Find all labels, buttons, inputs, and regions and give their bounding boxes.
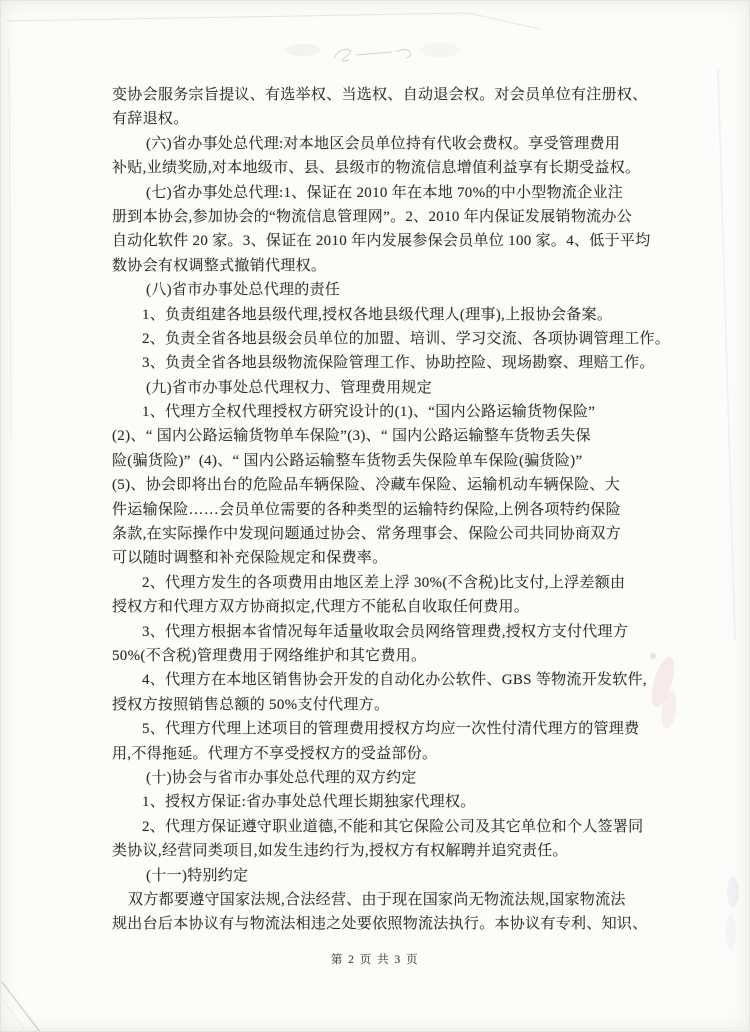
text-line: 5、代理方代理上述项目的管理费用授权方均应一次性付清代理方的管理费	[142, 721, 640, 738]
text-line: 条款,在实际操作中发现问题通过协会、常务理事会、保险公司共同协商双方	[112, 526, 621, 543]
text-line: 2、代理方发生的各项费用由地区差上浮 30%(不含税)比支付,上浮差额由	[142, 574, 626, 591]
text-line: 件运输保险……会员单位需要的各种类型的运输特约保险,上例各项特约保险	[112, 501, 621, 518]
text-line: (十)协会与省市办事处总代理的双方约定	[146, 769, 417, 786]
text-line: 可以随时调整和补充保险规定和保费率。	[112, 550, 388, 567]
pencil-smudge-halo	[285, 44, 321, 56]
text-line: 3、负责全省各地县级物流保险管理工作、协助控险、现场勘察、理赔工作。	[142, 355, 655, 372]
text-line: 授权方和代理方双方协商拟定,代理方不能私自收取任何费用。	[112, 599, 530, 616]
right-edge-streak	[718, 68, 735, 640]
text-line: 数协会有权调整式撤销代理权。	[112, 257, 327, 274]
text-line: 规出台后本协议有与物流法相违之处要依照物流法执行。本协议有专利、知识、	[112, 916, 648, 933]
text-line: 变协会服务宗旨提议、有选举权、当选权、自动退会权。对会员单位有注册权、	[112, 87, 648, 103]
text-line: 50%(不含税)管理费用于网络维护和其它费用。	[112, 647, 427, 664]
text-line: (九)省市办事处总代理权力、管理费用规定	[146, 379, 432, 396]
text-line: 补贴,业绩奖励,对本地级市、县、县级市的物流信息增值利益享有长期受益权。	[112, 160, 641, 177]
text-line: 2、负责全省各地县级会员单位的加盟、培训、学习交流、各项协调管理工作。	[142, 330, 671, 347]
text-line: 双方都要遵守国家法规,合法经营、由于现在国家尚无物流法规,国家物流法	[128, 891, 626, 908]
page-footer: 第 2 页 共 3 页	[330, 954, 420, 966]
text-line: 1、负责组建各地县级代理,授权各地县级代理人(理事),上报协会备案。	[142, 306, 613, 323]
right-edge-smudge	[726, 914, 736, 950]
document-body	[112, 83, 671, 937]
page-edge-line-top	[6, 13, 540, 29]
text-line: 2、代理方保证遵守职业道德,不能和其它保险公司及其它单位和个人签署同	[142, 818, 644, 835]
text-line: 有辞退权。	[112, 111, 189, 128]
text-line: 4、代理方在本地区销售协会开发的自动化办公软件、GBS 等物流开发软件,	[142, 672, 647, 689]
text-line: 用,不得拖延。代理方不享受授权方的受益部份。	[112, 745, 438, 762]
text-line: (2)、“ 国内公路运输货物单车保险”(3)、“ 国内公路运输整车货物丢失保	[112, 428, 591, 445]
text-line: 险(骗货险)” (4)、“ 国内公路运输整车货物丢失保险单车保险(骗货险)”	[112, 452, 583, 469]
page-corner-fold-shadow	[0, 996, 26, 1032]
text-line: 类协议,经营同类项目,如发生违约行为,授权方有权解聘并追究责任。	[112, 843, 568, 860]
text-line: 1、代理方全权代理授权方研究设计的(1)、“国内公路运输货物保险”	[142, 404, 596, 421]
text-line: (十一)特别约定	[146, 867, 249, 884]
text-line: 授权方按照销售总额的 50%支付代理方。	[112, 696, 390, 713]
text-line: 1、授权方保证:省办事处总代理长期独家代理权。	[142, 794, 476, 811]
text-line: (八)省市办事处总代理的责任	[146, 282, 341, 299]
right-edge-smudge	[727, 877, 739, 907]
text-line: (七)省办事处总代理:1、保证在 2010 年在本地 70%的中小型物流企业注	[146, 184, 624, 201]
page-edge-line-left	[9, 48, 11, 438]
text-line: 册到本协会,参加协会的“物流信息管理网”。2、2010 年内保证发展销物流办公	[112, 208, 633, 225]
pencil-smudge	[334, 49, 411, 60]
text-line: 自动化软件 20 家。3、保证在 2010 年内发展参保会员单位 100 家。4、低于平均	[112, 233, 651, 250]
text-line: (5)、协会即将出台的危险品车辆保险、冷藏车保险、运输机动车辆保险、大	[112, 477, 620, 494]
pencil-smudge-halo	[420, 43, 460, 57]
text-line: 3、代理方根据本省情况每年适量收取会员网络管理费,授权方支付代理方	[142, 623, 629, 640]
text-line: (六)省办事处总代理:对本地区会员单位持有代收会费权。享受管理费用	[146, 135, 621, 152]
